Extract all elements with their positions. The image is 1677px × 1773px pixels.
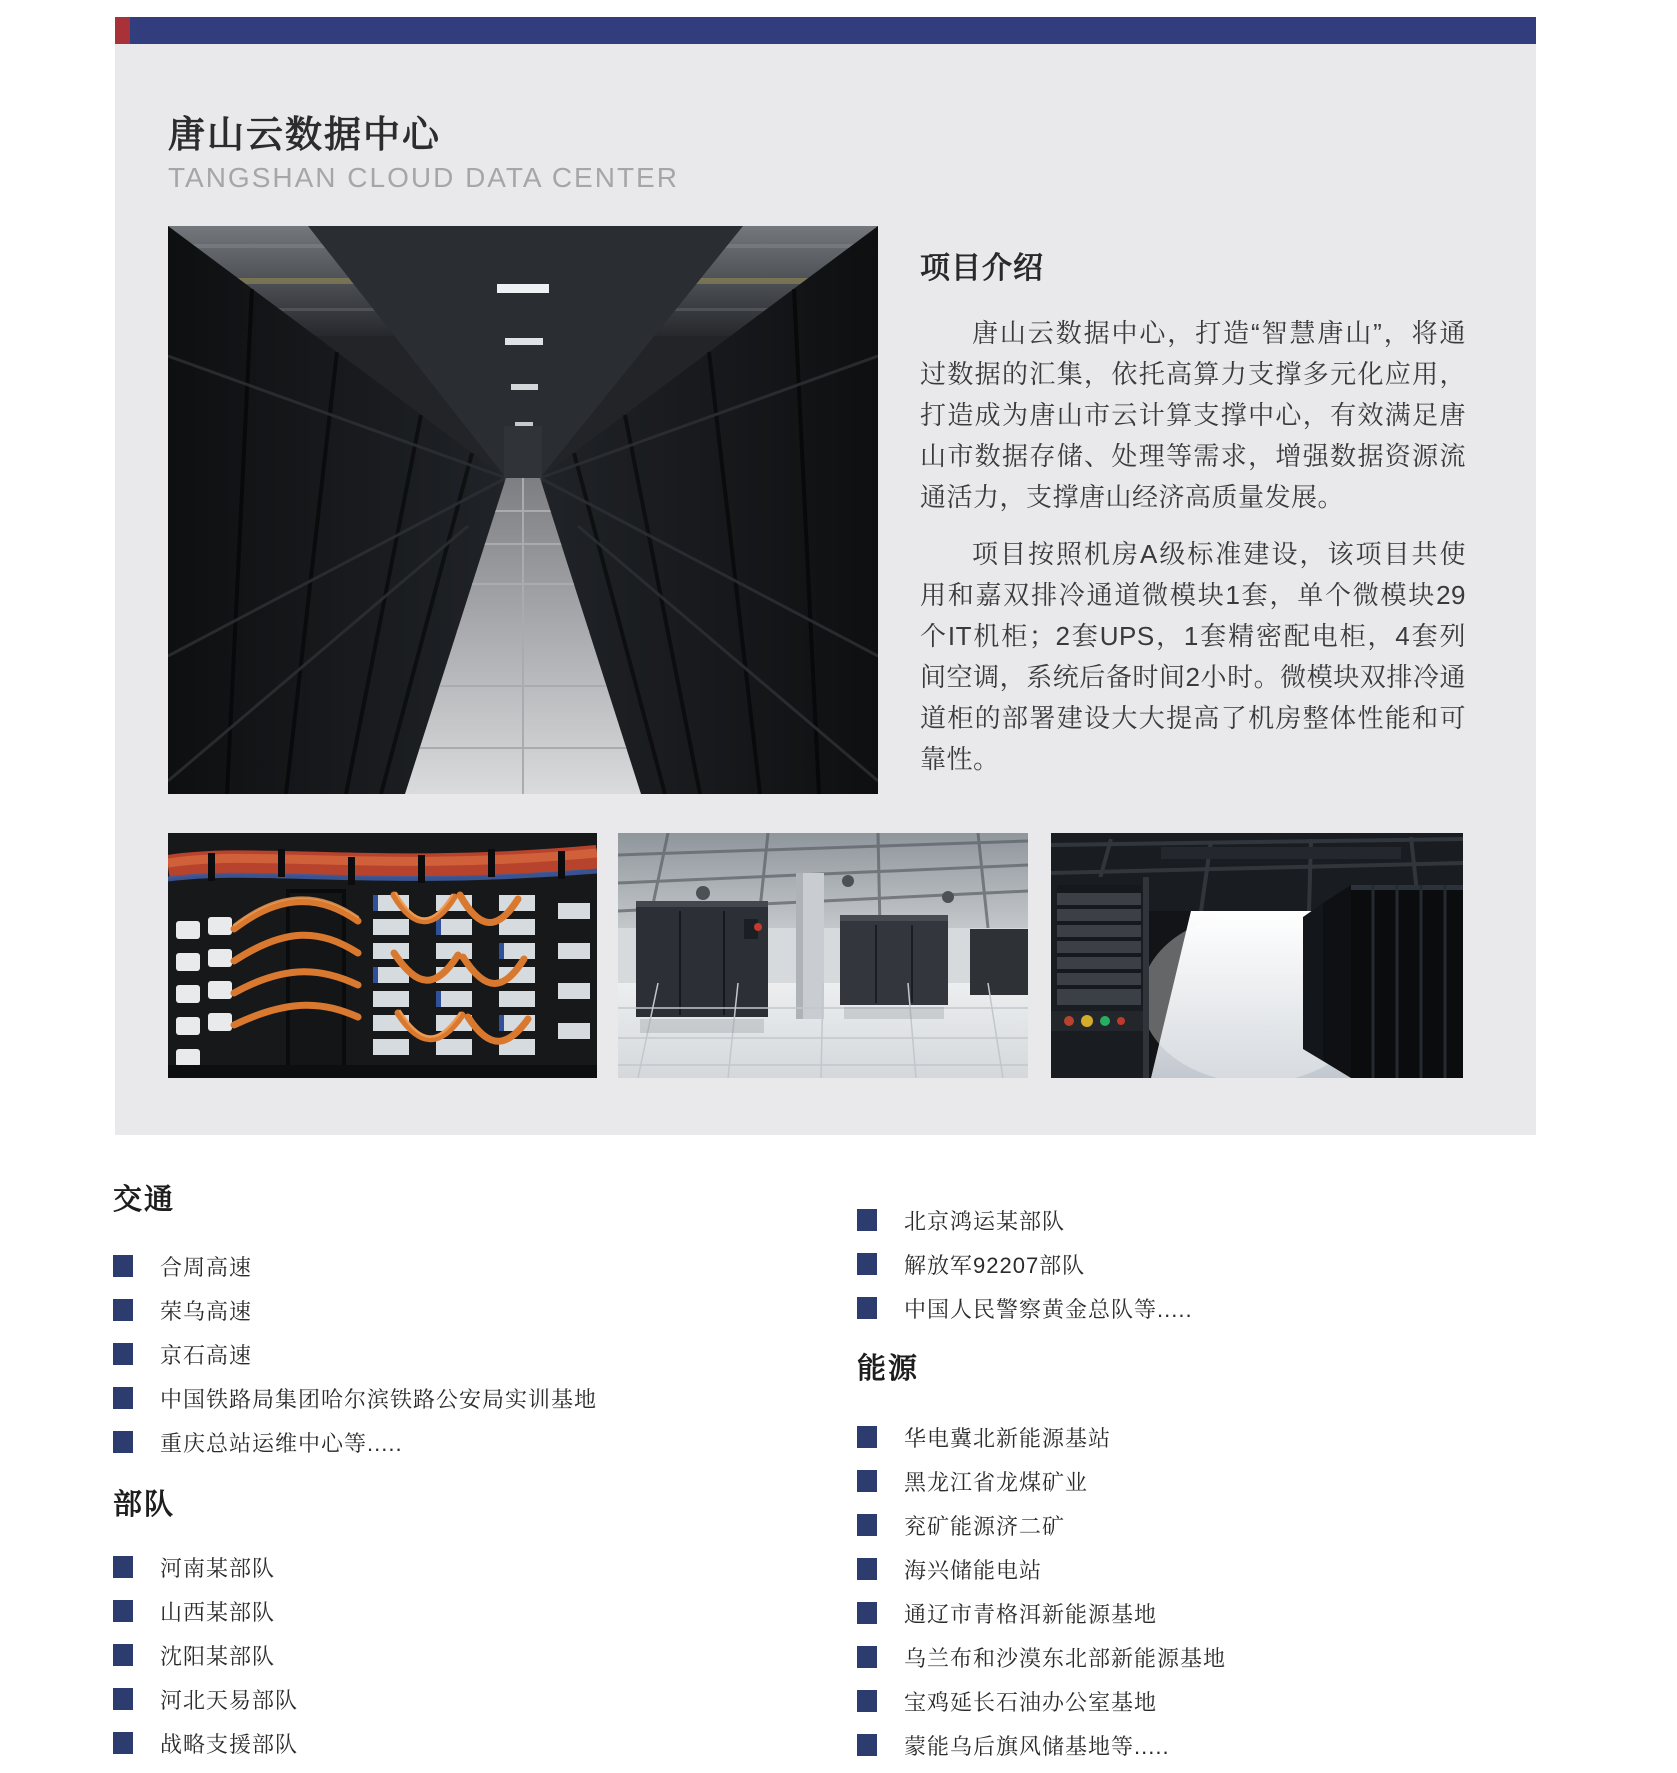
page-subtitle: TANGSHAN CLOUD DATA CENTER	[168, 162, 679, 193]
intro-heading: 项目介绍	[920, 252, 1044, 285]
bullet-square-icon	[857, 1297, 877, 1319]
bullet-square-icon	[857, 1734, 877, 1756]
bullet-square-icon	[857, 1646, 877, 1668]
bullet-square-icon	[113, 1600, 133, 1622]
rack-row-photo	[1051, 833, 1463, 1078]
list-item: 乌兰布和沙漠东北部新能源基地	[857, 1635, 1226, 1679]
list-item: 海兴储能电站	[857, 1547, 1226, 1591]
list-item: 河南某部队	[113, 1545, 597, 1589]
blue-header-bar	[130, 17, 1536, 44]
list-item: 山西某部队	[113, 1589, 597, 1633]
list-item: 兖矿能源济二矿	[857, 1503, 1226, 1547]
bullet-square-icon	[857, 1470, 877, 1492]
list-item: 战略支援部队	[113, 1721, 597, 1765]
project-intro	[920, 243, 1466, 780]
list-item: 合周高速	[113, 1244, 597, 1288]
right-list-column	[857, 1198, 1226, 1767]
red-accent-block	[115, 17, 130, 44]
bullet-square-icon	[857, 1426, 877, 1448]
list-item: 通辽市青格洱新能源基地	[857, 1591, 1226, 1635]
bullet-square-icon	[113, 1431, 133, 1453]
bullet-square-icon	[857, 1602, 877, 1624]
bullet-square-icon	[113, 1387, 133, 1409]
micro-module-hall-photo	[618, 833, 1028, 1078]
page-title: 唐山云数据中心	[168, 114, 441, 155]
bullet-square-icon	[113, 1255, 133, 1277]
bullet-square-icon	[113, 1299, 133, 1321]
bullet-square-icon	[857, 1253, 877, 1275]
bullet-square-icon	[113, 1644, 133, 1666]
bullet-square-icon	[113, 1688, 133, 1710]
bullet-square-icon	[857, 1514, 877, 1536]
section-heading-energy: 能源	[857, 1353, 920, 1385]
list-item: 宝鸡延长石油办公室基地	[857, 1679, 1226, 1723]
server-aisle-photo	[168, 226, 878, 794]
list-item: 北京鸿运某部队	[857, 1198, 1226, 1242]
bullet-square-icon	[857, 1558, 877, 1580]
list-item: 中国人民警察黄金总队等.....	[857, 1286, 1226, 1330]
list-item: 河北天易部队	[113, 1677, 597, 1721]
bullet-square-icon	[857, 1690, 877, 1712]
bullet-square-icon	[113, 1556, 133, 1578]
list-item: 沈阳某部队	[113, 1633, 597, 1677]
list-item: 重庆总站运维中心等.....	[113, 1420, 597, 1464]
list-item: 蒙能乌后旗风储基地等.....	[857, 1723, 1226, 1767]
intro-paragraph-1: 唐山云数据中心，打造“智慧唐山”，将通过数据的汇集，依托高算力支撑多元化应用，打造成为唐山市云计算支撑中心，有效满足唐山市数据存储、处理等需求，增强数据资源流通活力，支撑唐山经济高质量发展。	[920, 318, 1466, 512]
section-heading-transport: 交通	[113, 1184, 176, 1216]
bullet-square-icon	[113, 1732, 133, 1754]
list-item: 华电冀北新能源基站	[857, 1415, 1226, 1459]
intro-paragraph-2: 项目按照机房A级标准建设，该项目共使用和嘉双排冷通道微模块1套，单个微模块29个IT机柜；2套UPS，1套精密配电柜，4套列间空调，系统后备时间2小时。微模块双排冷通道柜的部署建设大大提高了机房整体性能和可靠性。	[920, 539, 1466, 774]
left-list-column	[113, 1183, 597, 1765]
list-item: 解放军92207部队	[857, 1242, 1226, 1286]
section-heading-military: 部队	[113, 1489, 176, 1521]
list-item: 京石高速	[113, 1332, 597, 1376]
list-item: 荣乌高速	[113, 1288, 597, 1332]
bullet-square-icon	[113, 1343, 133, 1365]
list-item: 中国铁路局集团哈尔滨铁路公安局实训基地	[113, 1376, 597, 1420]
cabling-photo	[168, 833, 597, 1078]
list-item: 黑龙江省龙煤矿业	[857, 1459, 1226, 1503]
bullet-square-icon	[857, 1209, 877, 1231]
